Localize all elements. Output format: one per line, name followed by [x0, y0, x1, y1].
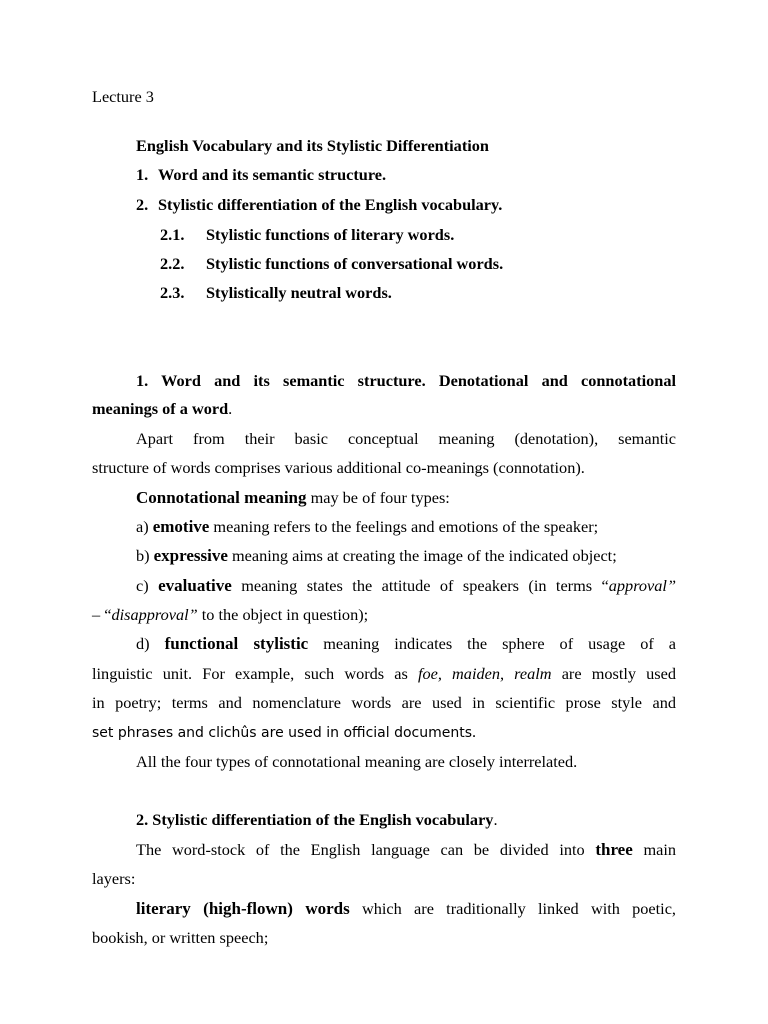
outline-title: English Vocabulary and its Stylistic Differentiation [136, 136, 489, 155]
type-d-prefix: d) [136, 634, 165, 653]
type-d-text: meaning indicates the sphere of usage of a [308, 634, 677, 653]
section1-heading-text-2: meanings of a word [92, 399, 229, 418]
lecture-label: Lecture 3 [92, 87, 154, 106]
type-c [136, 576, 676, 596]
section2-paragraph-line1 [92, 840, 676, 860]
type-d-term: functional stylistic [164, 634, 309, 653]
section2-heading-text: 2. Stylistic differentiation of the English vocabulary [136, 810, 494, 829]
outline-item-1 [136, 165, 386, 185]
section2-three: three [595, 840, 633, 859]
outline-subitem-text: Stylistic functions of conversational words. [206, 254, 504, 273]
type-d-line2 [92, 664, 676, 684]
type-b-prefix: b) [136, 546, 154, 565]
outline-item-number: 1. [136, 165, 149, 184]
literary-term: literary (high-flown) words [136, 899, 350, 918]
type-a-text: meaning refers to the feelings and emotions of the speaker; [209, 517, 599, 536]
connotational-rest: may be of four types: [306, 488, 450, 507]
type-c-disapproval: disapproval” [111, 605, 198, 624]
type-c-dash: – “ [92, 605, 112, 624]
section1-heading-line2 [92, 399, 232, 419]
section1-summary: All the four types of connotational meaning are closely interrelated. [136, 752, 578, 771]
type-d [136, 634, 676, 654]
type-b-term: expressive [153, 546, 228, 565]
type-d-line4 [92, 722, 476, 743]
type-a-prefix: a) [136, 517, 153, 536]
connotational-term: Connotational meaning [136, 488, 307, 507]
outline-item-2 [136, 195, 502, 215]
outline-subitem-2-2 [160, 254, 503, 274]
type-a [136, 517, 598, 537]
outline-item-number: 2. [136, 195, 149, 214]
outline-subitem-2-1 [160, 225, 454, 245]
outline-subitem-2-3 [160, 283, 392, 303]
type-d-text-2: linguistic unit. For example, such words as [92, 664, 418, 683]
type-d-text-4: set phrases and clichûs are used in official documents [92, 725, 473, 741]
paragraph-text: Apart from their basic conceptual meaning (denotation), semantic [136, 429, 676, 448]
type-c-line2 [92, 605, 368, 625]
section2-text: The word-stock of the English language can be divided into [136, 840, 596, 859]
section1-paragraph-line2: structure of words comprises various additional co-meanings (connotation). [92, 458, 585, 477]
type-c-prefix: c) [136, 576, 159, 595]
type-d-text-3: are mostly used [551, 664, 676, 683]
section2-paragraph-line2: layers: [92, 869, 136, 888]
section2-heading [136, 810, 498, 830]
section1-heading-text: 1. Word and its semantic structure. Denotational and connotational [136, 371, 676, 390]
type-b-text: meaning aims at creating the image of the indicated object; [227, 546, 617, 565]
connotational-intro [136, 488, 450, 508]
outline-subitem-number: 2.1. [160, 225, 185, 244]
section1-heading-period: . [228, 399, 233, 418]
literary-words-line1 [92, 899, 676, 919]
type-d-line3: in poetry; terms and nomenclature words are used in scientific prose style and [92, 693, 676, 712]
outline-subitem-number: 2.2. [160, 254, 185, 273]
type-c-term: evaluative [158, 576, 232, 595]
outline-subitem-text: Stylistically neutral words. [206, 283, 392, 302]
outline-subitem-text: Stylistic functions of literary words. [206, 225, 455, 244]
type-c-text: meaning states the attitude of speakers (in terms “ [231, 576, 609, 595]
outline-item-text: Stylistic differentiation of the English vocabulary. [158, 195, 503, 214]
section1-paragraph-line1 [92, 429, 676, 449]
outline-subitem-number: 2.3. [160, 283, 185, 302]
type-c-text-2: to the object in question); [197, 605, 369, 624]
section2-text-end: main [632, 840, 677, 859]
type-d-examples: foe, maiden, realm [417, 664, 552, 683]
type-a-term: emotive [152, 517, 210, 536]
literary-text: which are traditionally linked with poetic, [349, 899, 677, 918]
section2-heading-period: . [493, 810, 498, 829]
type-d-period: . [472, 722, 477, 741]
literary-words-line2: bookish, or written speech; [92, 928, 269, 947]
outline-item-text: Word and its semantic structure. [158, 165, 387, 184]
type-c-approval: approval” [608, 576, 677, 595]
section1-heading-line1 [92, 371, 676, 391]
type-b [136, 546, 617, 566]
